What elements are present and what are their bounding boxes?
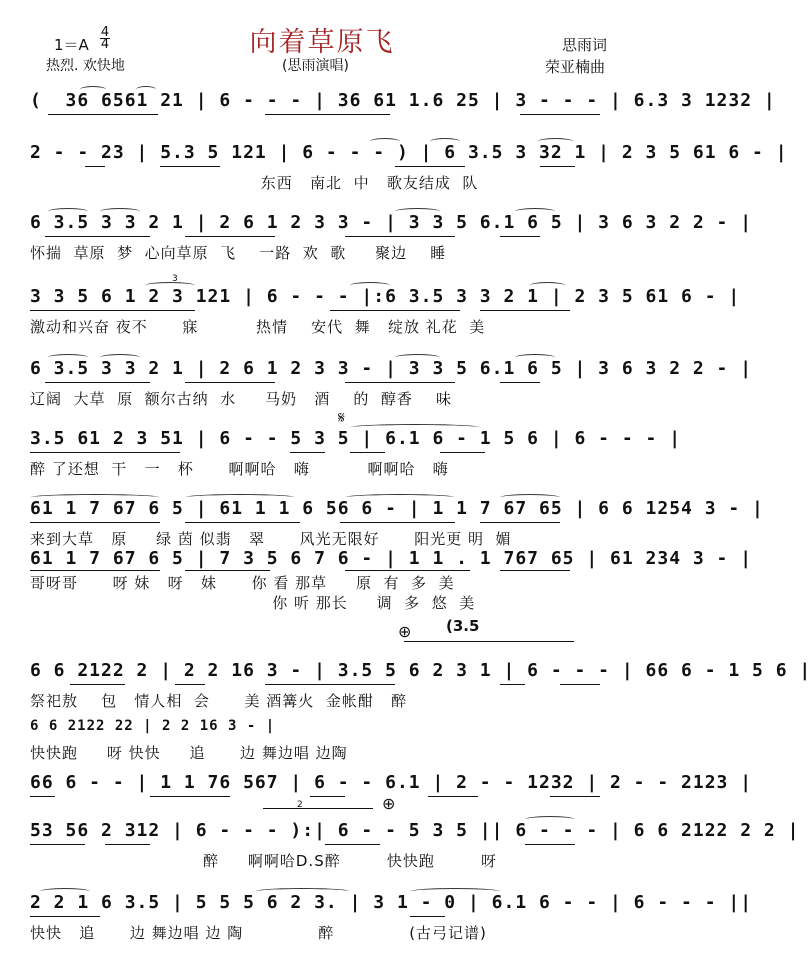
beam (160, 166, 220, 167)
beam (30, 844, 85, 845)
beam (395, 166, 465, 167)
slur (100, 354, 140, 361)
beam (540, 166, 575, 167)
beam (265, 114, 390, 115)
notation-row-2: 2 - - 23 | 5.3 5 121 | 6 - - - ) | 6 3.5 3 32 1 | 2 3 5 61 6 - | (30, 142, 788, 163)
beam (410, 916, 445, 917)
lyric-row-7: 来到大草 原 绿 茵 似翡 翠 风光无限好 阳光更 明 媚 (30, 530, 512, 548)
beam (185, 570, 270, 571)
beam (500, 570, 570, 571)
slur (48, 354, 88, 361)
beam (70, 684, 125, 685)
lyricist-credit: 思雨词 (562, 36, 608, 54)
beam (105, 844, 150, 845)
key-signature: 1＝A (54, 36, 89, 54)
beam (325, 844, 380, 845)
beam (428, 796, 478, 797)
slur (350, 282, 390, 289)
notation-row-9: 6 6 2122 2 | 2 2 16 3 - | 3.5 5 6 2 3 1 | 6 - - - | 66 6 - 1 5 6 | (30, 660, 811, 681)
notation-row-11: 66 6 - - | 1 1 76 567 | 6 - - 6.1 | 2 - - 1232 | 2 - - 2123 | (30, 772, 753, 793)
beam (500, 684, 525, 685)
song-title: 向着草原飞 (249, 27, 395, 58)
slur (80, 86, 106, 93)
bracket-line (404, 641, 574, 642)
lyric-row-9: 祭祀敖 包 情人相 会 美 酒篝火 金帐酣 醉 (30, 692, 408, 710)
notation-row-5: 6 3.5 3 3 2 1 | 2 6 1 2 3 3 - | 3 3 5 6.1 6 5 | 3 6 3 2 2 - | (30, 358, 753, 379)
time-signature-top: 4 (100, 25, 110, 40)
notation-row-10: 6 6 2122 22 | 2 2 16 3 - | (30, 718, 276, 734)
slur (185, 494, 295, 501)
beam (185, 236, 275, 237)
triplet-mark: 3 (172, 274, 178, 284)
beam (45, 236, 150, 237)
beam (345, 382, 455, 383)
beam (500, 236, 540, 237)
slur (515, 354, 555, 361)
beam (345, 570, 470, 571)
slur (430, 138, 460, 145)
slur (525, 816, 575, 823)
beam (30, 570, 160, 571)
composer-credit: 荣亚楠曲 (545, 58, 606, 76)
beam (175, 684, 205, 685)
notation-row-1: ( 36 6561 21 | 6 - - - | 36 61 1.6 25 | 3 - - - | 6.3 3 1232 | (30, 90, 776, 111)
slur (40, 888, 90, 895)
beam (310, 796, 345, 797)
slur (100, 208, 140, 215)
lyric-row-3: 怀揣 草原 梦 心向草原 飞 一路 欢 歌 聚边 睡 (30, 244, 447, 262)
singer-credit: (思雨演唱) (282, 58, 349, 74)
beam (350, 452, 385, 453)
slur (410, 888, 500, 895)
beam (290, 452, 325, 453)
beam (45, 382, 150, 383)
slur (350, 424, 480, 431)
beam (48, 114, 158, 115)
lyric-row-8-second-verse: 你 听 那长 调 多 悠 美 (30, 594, 476, 612)
slur (538, 138, 573, 145)
notation-row-7: 61 1 7 67 6 5 | 61 1 1 6 56 6 - | 1 1 7 67 65 | 6 6 1254 3 - | (30, 498, 764, 519)
beam (520, 114, 600, 115)
slur (136, 86, 156, 93)
beam (345, 236, 455, 237)
beam (150, 796, 230, 797)
beam (30, 310, 195, 311)
beam (330, 310, 460, 311)
time-signature-bottom: 4 (100, 37, 110, 52)
beam (550, 796, 600, 797)
beam (440, 452, 485, 453)
notation-row-4: 3 3 5 6 1 2 3 121 | 6 - - - |:6 3.5 3 3 2 1 | 2 3 5 61 6 - | (30, 286, 741, 307)
coda-sign: ⊕ (398, 622, 412, 641)
lyric-row-13: 快快 追 边 舞边唱 边 陶 醉 (古弓记谱) (30, 924, 487, 942)
bracket-note: (3.5 (446, 617, 480, 635)
slur (530, 282, 565, 289)
slur (345, 494, 455, 501)
segno-sign: 𝄋 (338, 408, 345, 427)
beam (500, 382, 540, 383)
lyric-row-5: 辽阔 大草 原 额尔古纳 水 马奶 酒 的 醇香 味 (30, 390, 452, 408)
notation-row-8: 61 1 7 67 6 5 | 7 3 5 6 7 6 - | 1 1 . 1 767 65 | 61 234 3 - | (30, 548, 753, 569)
notation-row-12: 53 56 2 312 | 6 - - - ):| 6 - - 5 3 5 || 6 - - - | 6 6 2122 2 2 | (30, 820, 800, 841)
beam (480, 310, 570, 311)
slur (370, 138, 400, 145)
notation-row-6: 3.5 61 2 3 51 | 6 - - 5 3 5 | 6.1 6 - 1 5 6 | 6 - - - | (30, 428, 682, 449)
beam (480, 522, 560, 523)
slur (30, 494, 160, 501)
slur (395, 354, 440, 361)
beam (340, 522, 455, 523)
slur (515, 208, 555, 215)
slur (255, 888, 350, 895)
beam (30, 522, 160, 523)
beam (560, 684, 600, 685)
slur (48, 208, 88, 215)
beam (185, 522, 300, 523)
lyric-row-2: 东西 南北 中 歌友结成 队 (30, 174, 479, 192)
volta-number: 2 (297, 800, 303, 810)
beam (525, 844, 575, 845)
beam (85, 166, 105, 167)
lyric-row-6: 醉 了还想 干 一 杯 啊啊哈 嗨 啊啊哈 嗨 (30, 460, 449, 478)
slur (145, 282, 195, 289)
coda-sign-second: ⊕ (382, 794, 396, 813)
slur (395, 208, 440, 215)
beam (30, 916, 100, 917)
lyric-row-8: 哥呀哥 呀 妹 呀 妹 你 看 那草 原 有 多 美 (30, 574, 455, 592)
beam (265, 684, 395, 685)
notation-row-3: 6 3.5 3 3 2 1 | 2 6 1 2 3 3 - | 3 3 5 6.1 6 5 | 3 6 3 2 2 - | (30, 212, 753, 233)
lyric-row-4: 激动和兴奋 夜不 寐 热情 安代 舞 绽放 礼花 美 (30, 318, 486, 336)
beam (30, 452, 180, 453)
lyric-row-12: 醉 啊啊哈D.S醉 快快跑 呀 (30, 852, 498, 870)
slur (500, 494, 560, 501)
beam (30, 796, 55, 797)
lyric-row-10: 快快跑 呀 快快 追 边 舞边唱 边陶 (30, 744, 348, 762)
beam (185, 382, 275, 383)
notation-row-13: 2 2 1 6 3.5 | 5 5 5 6 2 3. | 3 1 - 0 | 6.1 6 - - | 6 - - - || (30, 892, 753, 913)
tempo-marking: 热烈. 欢快地 (46, 58, 125, 74)
volta-bracket (263, 808, 373, 809)
